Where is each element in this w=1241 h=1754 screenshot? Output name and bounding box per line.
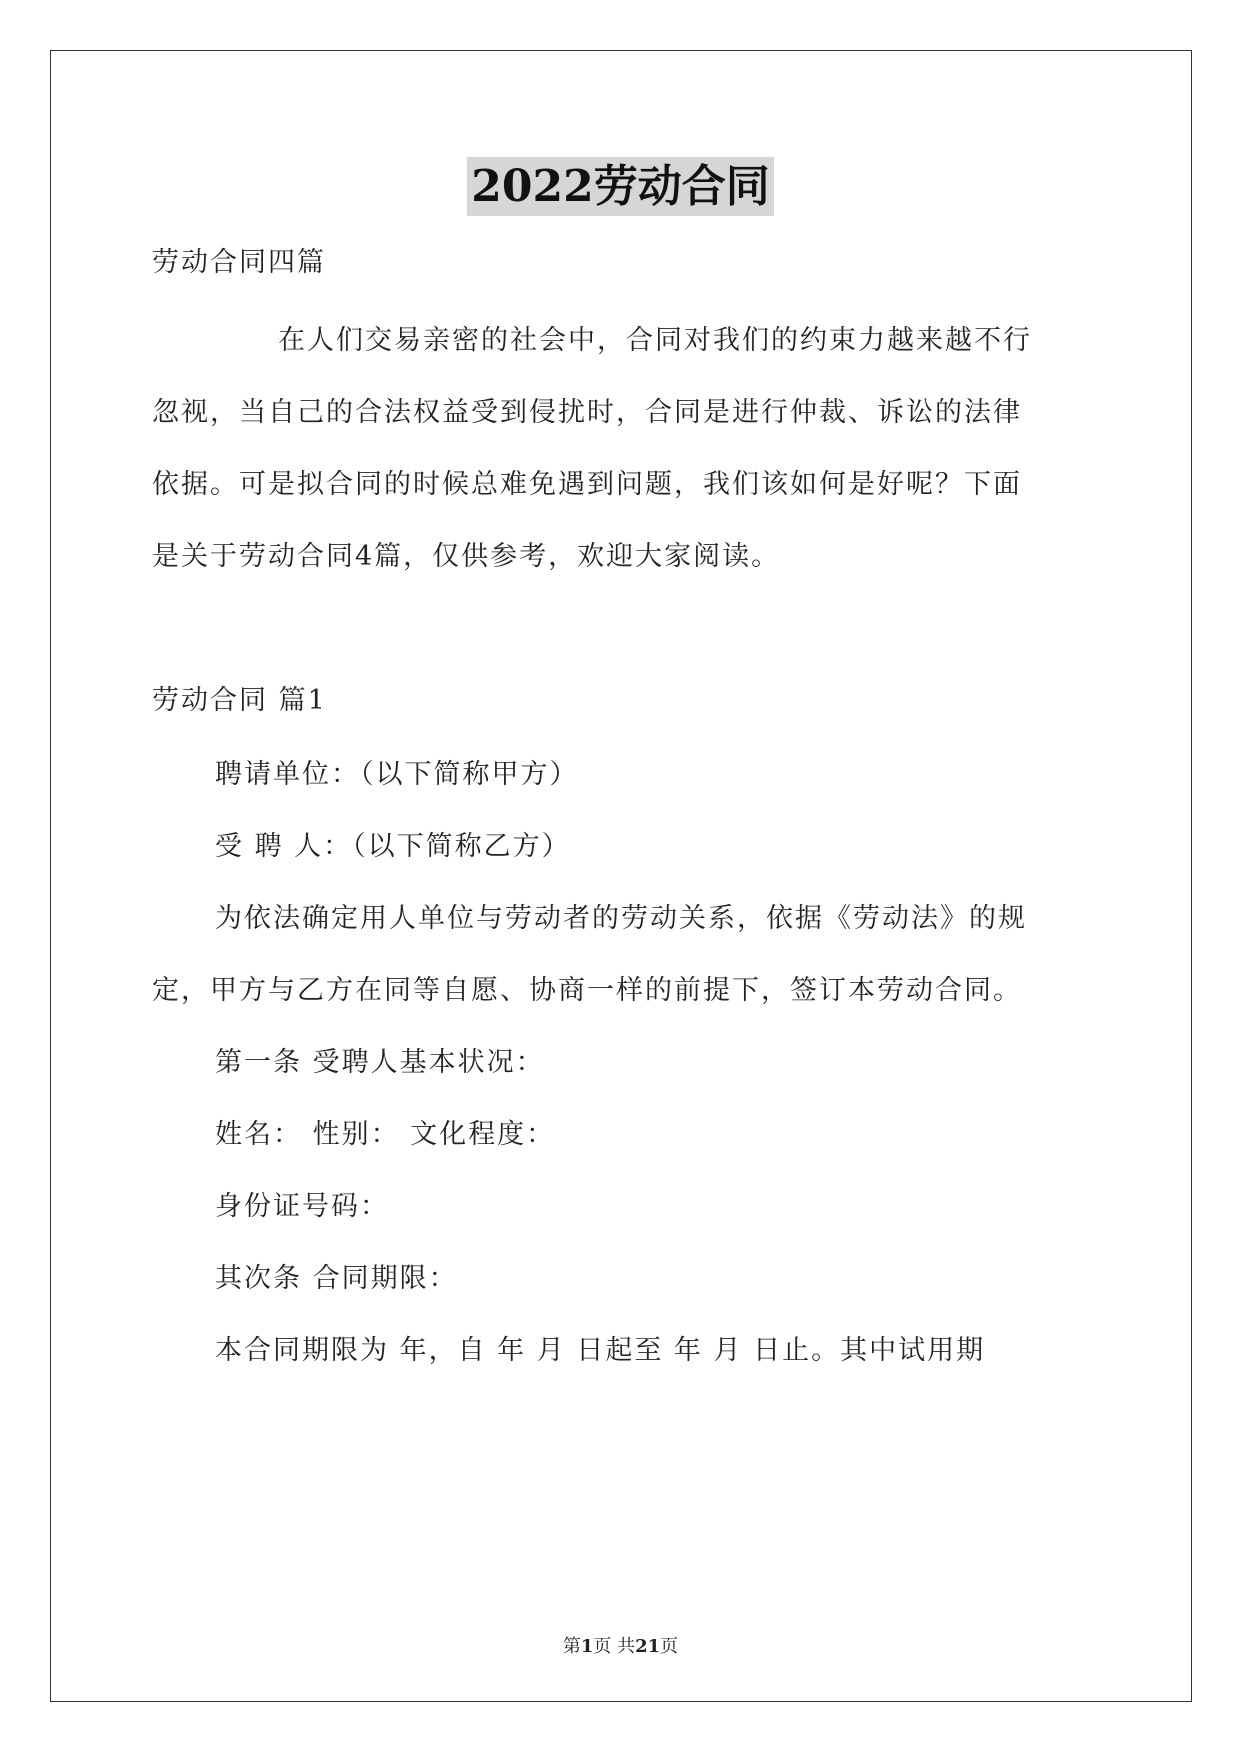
body-line-employee: 受 聘 人：（以下简称乙方） <box>215 831 571 862</box>
total-pages: 21 <box>635 1636 661 1657</box>
intro-line-4: 是关于劳动合同4篇，仅供参考，欢迎大家阅读。 <box>152 541 781 572</box>
body-line-id-number: 身份证号码： <box>215 1191 389 1222</box>
body-line-employer: 聘请单位：（以下简称甲方） <box>215 759 579 790</box>
intro-line-3: 依据。可是拟合同的时候总难免遇到问题，我们该如何是好呢？下面 <box>152 469 1022 500</box>
page-number-footer <box>0 1632 1241 1658</box>
footer-suffix: 页 <box>660 1636 679 1657</box>
page-border <box>50 50 1192 1702</box>
subtitle: 劳动合同四篇 <box>152 247 326 278</box>
title-highlight: 2022劳动合同 <box>467 157 773 216</box>
section-heading: 劳动合同 篇1 <box>152 685 327 716</box>
intro-line-1: 在人们交易亲密的社会中，合同对我们的约束力越来越不行 <box>278 325 1032 356</box>
article-2-heading: 其次条 合同期限： <box>215 1263 458 1294</box>
article-1-heading: 第一条 受聘人基本状况： <box>215 1047 545 1078</box>
body-line-purpose-2: 定，甲方与乙方在同等自愿、协商一样的前提下，签订本劳动合同。 <box>152 975 1022 1006</box>
current-page: 1 <box>580 1636 594 1657</box>
footer-prefix: 第 <box>562 1636 581 1657</box>
body-line-purpose-1: 为依法确定用人单位与劳动者的劳动关系，依据《劳动法》的规 <box>215 903 1027 934</box>
body-line-term: 本合同期限为 年，自 年 月 日起至 年 月 日止。其中试用期 <box>215 1335 986 1366</box>
document-title <box>0 150 1241 214</box>
footer-middle: 页 共 <box>593 1636 636 1657</box>
body-line-name-fields: 姓名： 性别： 文化程度： <box>215 1119 556 1150</box>
intro-line-2: 忽视，当自己的合法权益受到侵扰时，合同是进行仲裁、诉讼的法律 <box>152 397 1022 428</box>
